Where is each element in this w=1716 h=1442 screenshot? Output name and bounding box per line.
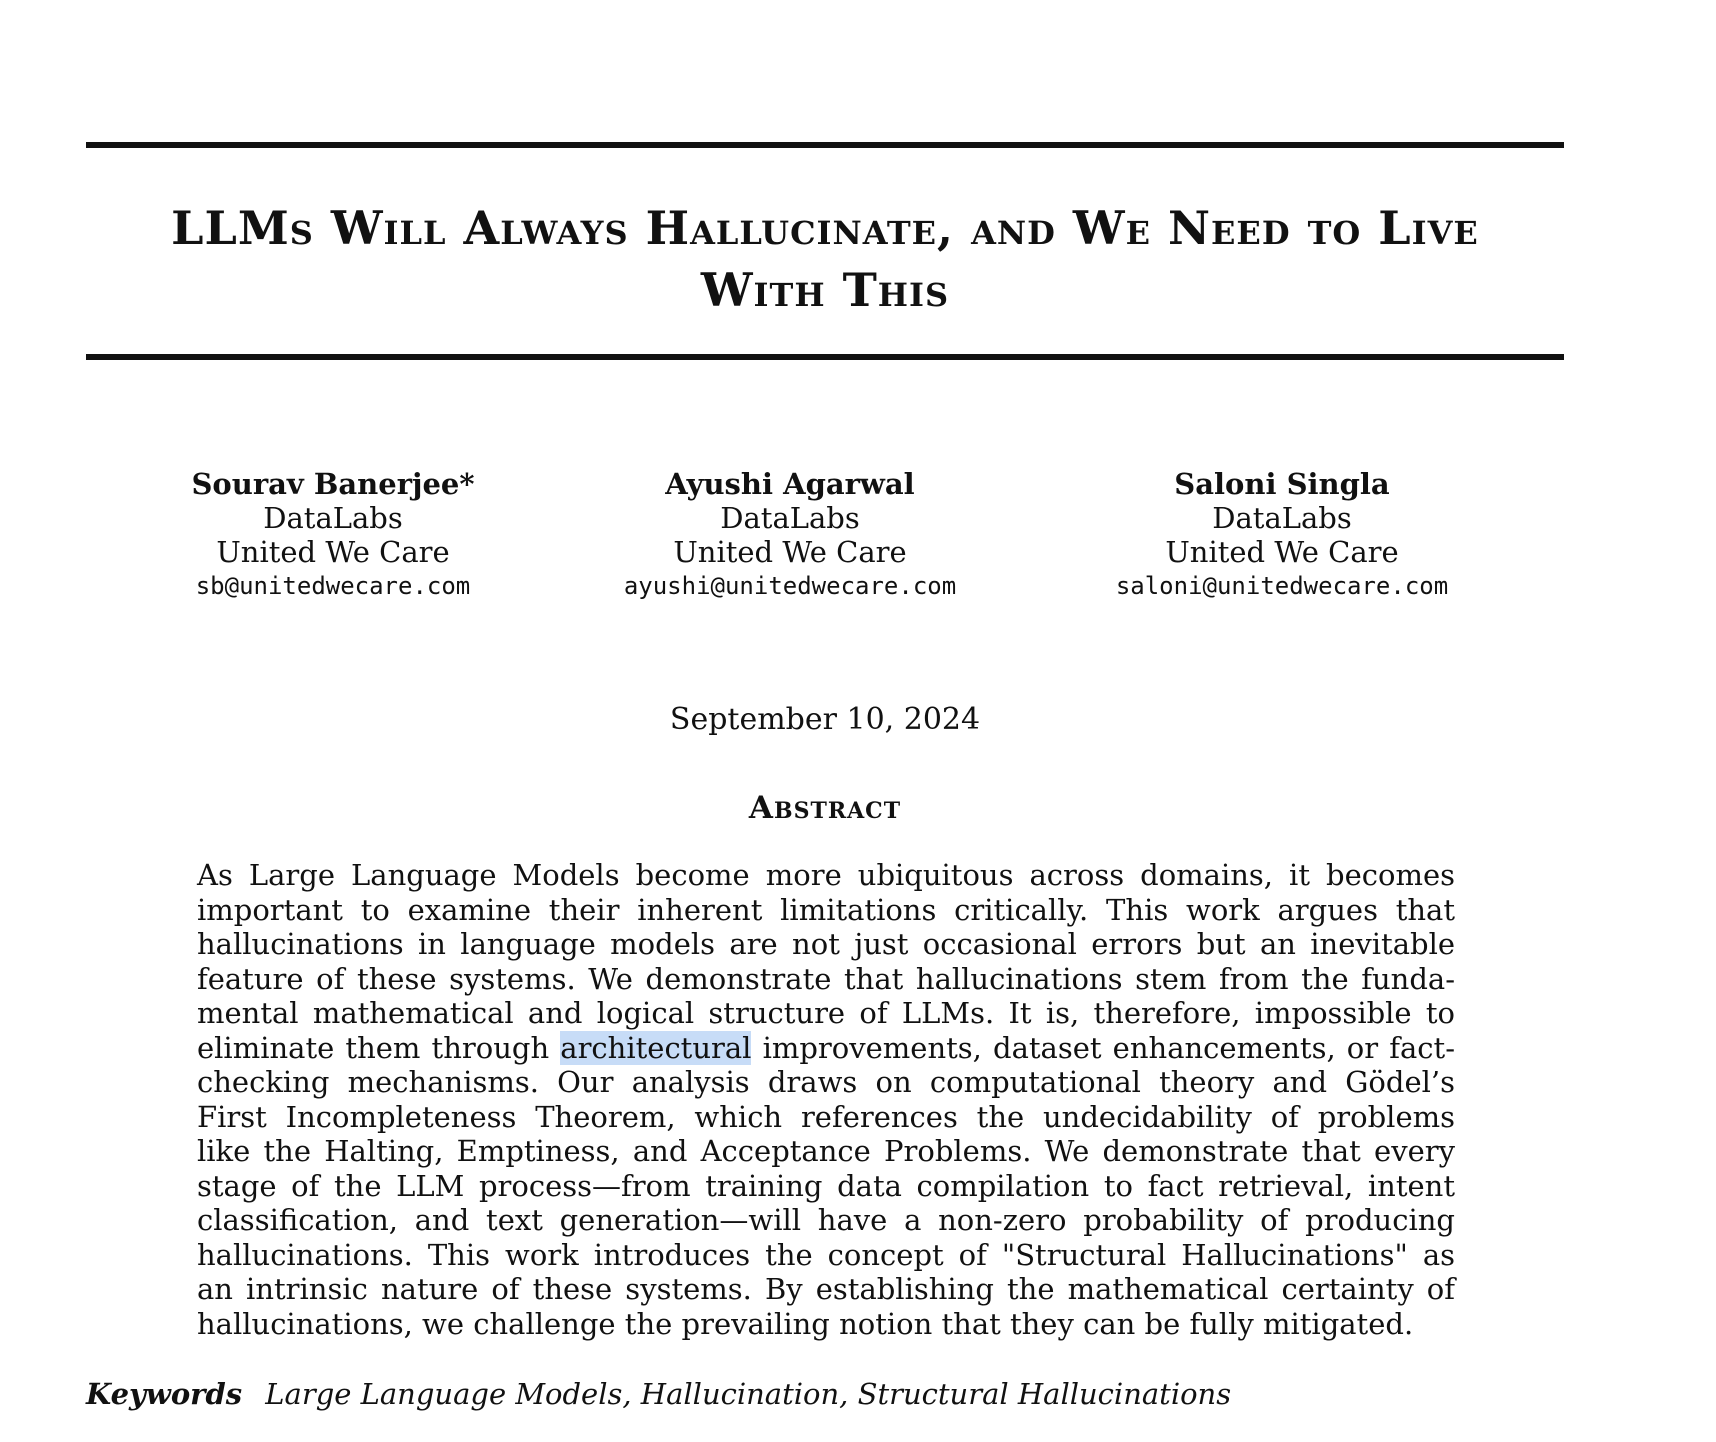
- abstract-line: feature of these systems. We demonstrate that hallucinations stem from the funda-: [197, 961, 1455, 996]
- author-affiliation: DataLabs: [263, 501, 403, 535]
- author-ayushi: [560, 467, 1020, 603]
- abstract-line: checking mechanisms. Our analysis draws on computational theory and Gödel’s: [197, 1065, 1455, 1099]
- abstract-line: First Incompleteness Theorem, which references the undecidability of problems: [197, 1099, 1455, 1134]
- author-affiliation: United We Care: [216, 535, 450, 569]
- abstract-line: hallucinations in language models are not just occasional errors but an inevitable: [197, 927, 1455, 961]
- highlighted-selection[interactable]: architectural: [560, 1030, 752, 1065]
- author-sourav: [103, 467, 563, 603]
- abstract-line: like the Halting, Emptiness, and Acceptance Problems. We demonstrate that every: [197, 1134, 1455, 1168]
- abstract-body: [197, 858, 1455, 1341]
- author-name: Sourav Banerjee*: [191, 467, 475, 501]
- abstract-text-fragment: improvements, dataset enhancements, or fact-: [751, 1030, 1455, 1065]
- abstract-line: important to examine their inherent limitations critically. This work argues that: [197, 892, 1455, 927]
- abstract-heading: Abstract: [748, 790, 902, 826]
- author-affiliation: United We Care: [1165, 535, 1399, 569]
- abstract-line: hallucinations, we challenge the prevailing notion that they can be fully mitigated.: [197, 1306, 1414, 1341]
- abstract-line: As Large Language Models become more ubiquitous across domains, it becomes: [197, 858, 1455, 892]
- author-affiliation: United We Care: [673, 535, 907, 569]
- abstract-line: mental mathematical and logical structure of LLMs. It is, therefore, impossible to: [197, 996, 1455, 1030]
- abstract-line: classification, and text generation—will have a non-zero probability of producing: [197, 1203, 1455, 1237]
- author-name: Ayushi Agarwal: [665, 467, 915, 501]
- top-rule: [86, 142, 1564, 148]
- keywords-value: Large Language Models, Hallucination, Structural Hallucinations: [265, 1377, 1232, 1411]
- author-email[interactable]: ayushi@unitedwecare.com: [623, 572, 957, 600]
- abstract-line: hallucinations. This work introduces the concept of "Structural Hallucinations" as: [197, 1237, 1455, 1272]
- author-email[interactable]: saloni@unitedwecare.com: [1115, 572, 1449, 600]
- author-name: Saloni Singla: [1174, 467, 1390, 501]
- author-block: [0, 467, 1716, 617]
- author-affiliation: DataLabs: [720, 501, 860, 535]
- author-saloni: [1052, 467, 1512, 603]
- keywords: [86, 1374, 1586, 1414]
- publication-date: September 10, 2024: [669, 702, 981, 737]
- abstract-line: stage of the LLM process—from training data compilation to fact retrieval, intent: [197, 1168, 1455, 1203]
- keywords-label: Keywords: [86, 1377, 243, 1411]
- abstract-text-fragment: eliminate them through: [197, 1030, 561, 1065]
- abstract-line: an intrinsic nature of these systems. By establishing the mathematical certainty of: [197, 1272, 1455, 1306]
- author-email[interactable]: sb@unitedwecare.com: [195, 572, 471, 600]
- paper-title: [86, 197, 1564, 321]
- title-line-1: LLMs Will Always Hallucinate, and We Need to Live: [171, 201, 1479, 255]
- bottom-rule: [86, 354, 1564, 360]
- author-affiliation: DataLabs: [1212, 501, 1352, 535]
- title-line-2: With This: [700, 263, 950, 317]
- abstract-line: [197, 1031, 1455, 1066]
